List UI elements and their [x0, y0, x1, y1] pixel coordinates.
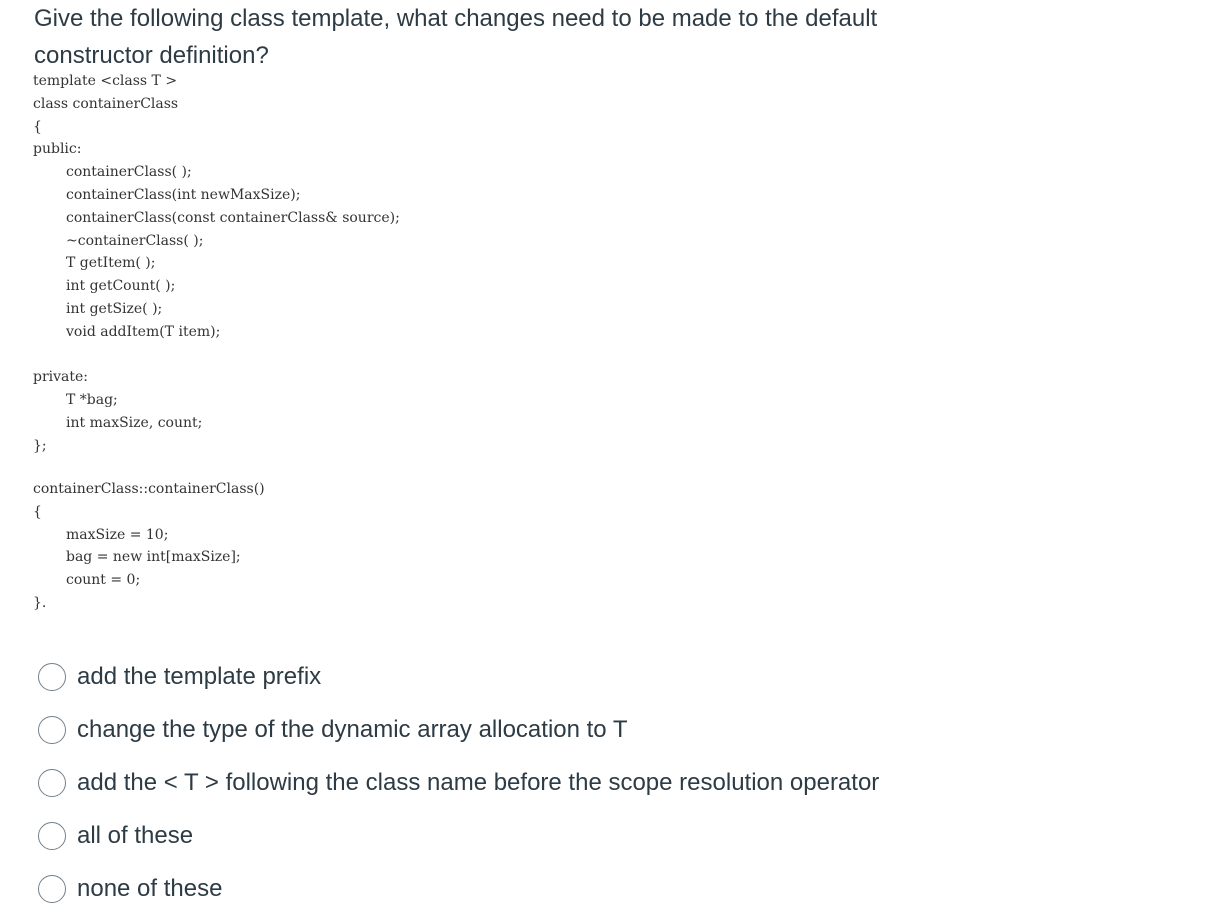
answer-label[interactable]: add the template prefix	[77, 662, 322, 690]
code-line: {	[33, 118, 42, 135]
code-block-constructor-definition	[33, 478, 265, 615]
answer-option-change-array-type[interactable]	[38, 703, 1138, 756]
radio-button[interactable]	[38, 663, 66, 691]
code-line: };	[33, 437, 47, 454]
code-line: bag = new int[maxSize];	[66, 549, 241, 566]
code-line: containerClass(int newMaxSize);	[66, 186, 301, 203]
code-line: private:	[33, 369, 89, 386]
code-line: T *bag;	[66, 392, 118, 409]
answer-options	[38, 650, 1138, 915]
answer-option-none-of-these[interactable]	[38, 862, 1138, 915]
answer-label[interactable]: none of these	[77, 874, 223, 902]
code-line: int maxSize, count;	[66, 414, 203, 431]
code-line: int getCount( );	[66, 278, 176, 295]
answer-option-all-of-these[interactable]	[38, 809, 1138, 862]
code-line: containerClass( );	[66, 164, 192, 181]
code-line: {	[33, 503, 42, 520]
code-line: int getSize( );	[66, 300, 163, 317]
code-line: class containerClass	[33, 95, 179, 112]
code-line: }.	[33, 594, 47, 611]
radio-button[interactable]	[38, 769, 66, 797]
code-line: T getItem( );	[66, 255, 156, 272]
code-block-class-declaration	[33, 70, 400, 458]
answer-label[interactable]: change the type of the dynamic array allocation to T	[77, 715, 628, 743]
code-line: maxSize = 10;	[66, 526, 169, 543]
radio-button[interactable]	[38, 822, 66, 850]
code-line: template <class T >	[33, 73, 178, 89]
code-line: count = 0;	[66, 572, 141, 589]
answer-label[interactable]: add the < T > following the class name before the scope resolution operator	[77, 768, 880, 796]
code-line	[33, 344, 400, 367]
question-text: Give the following class template, what changes need to be made to the default constructor definition?	[34, 5, 878, 69]
answer-label[interactable]: all of these	[77, 821, 194, 849]
code-line: ~containerClass( );	[66, 232, 204, 249]
code-line: containerClass(const containerClass& source);	[66, 209, 400, 226]
answer-option-template-prefix[interactable]	[38, 650, 1138, 703]
radio-button[interactable]	[38, 875, 66, 903]
radio-button[interactable]	[38, 716, 66, 744]
code-line: containerClass::containerClass()	[33, 481, 265, 497]
answer-option-add-t-before-scope[interactable]	[38, 756, 1138, 809]
code-line: public:	[33, 141, 82, 158]
code-line: void addItem(T item);	[66, 323, 221, 340]
